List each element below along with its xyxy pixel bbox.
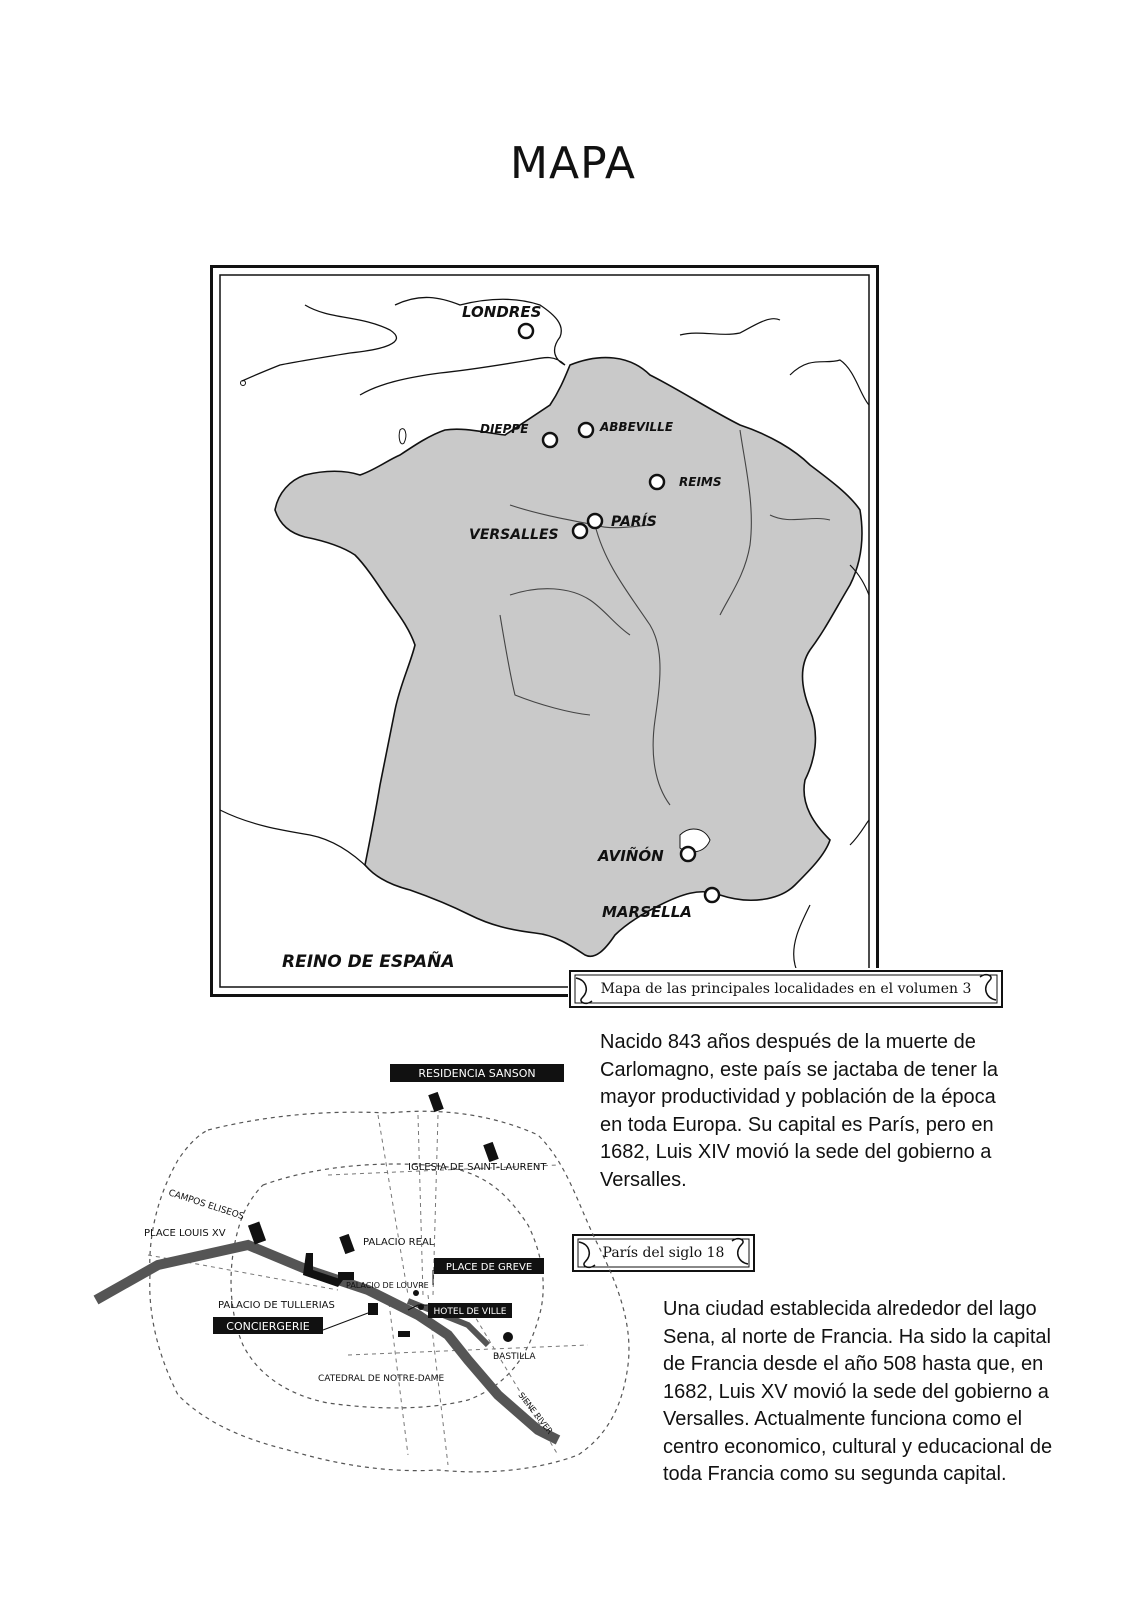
city-label: DIEPPE [480, 422, 529, 436]
city-marker [650, 475, 664, 489]
paris-description: Una ciudad establecida alrededor del lago Sena, al norte de Francia. Ha sido la capital de Francia desde el año 508 hasta que, en 1682, Luis XV movió la sede del gobierno a Versalles. Actualmente funciona como el centro economico, cultural y educacional de toda Francia como su segunda capital. [663, 1298, 1053, 1485]
page-title: MAPA [510, 138, 636, 189]
city-label: VERSALLES [469, 527, 559, 543]
label-bastilla: BASTILLA [493, 1352, 536, 1362]
france-map [210, 265, 879, 997]
label-place-louis: PLACE LOUIS XV [144, 1228, 226, 1239]
label-palacio-louvre: PALACIO DE LOUVRE [346, 1281, 429, 1290]
city-marker [573, 524, 587, 538]
city-marker [681, 847, 695, 861]
city-marker [543, 433, 557, 447]
label-residencia-sanson: RESIDENCIA SANSON [418, 1067, 536, 1080]
city-label: ABBEVILLE [600, 420, 674, 434]
city-label: LONDRES [462, 303, 542, 321]
paris-map-canvas [88, 1055, 668, 1485]
city-label: REIMS [679, 475, 722, 489]
caption-text: Mapa de las principales localidades en el volumen 3 [600, 981, 972, 997]
city-marker [579, 423, 593, 437]
france-map-caption [568, 968, 1004, 1010]
city-marker [705, 888, 719, 902]
label-place-de-greve: PLACE DE GREVE [445, 1262, 533, 1273]
label-campos-eliseos: CAMPOS ELISEOS [167, 1188, 246, 1223]
city-reims [650, 475, 722, 489]
label-palacio-tullerias: PALACIO DE TULLERIAS [218, 1300, 335, 1311]
city-label: MARSELLA [602, 903, 692, 921]
label-seine-river: SIENE RIVER [516, 1390, 555, 1436]
label-palacio-real: PALACIO REAL [363, 1237, 435, 1248]
city-paris [588, 513, 657, 530]
city-label: AVIÑÓN [598, 847, 664, 865]
caption-text: París del siglo 18 [602, 1245, 725, 1261]
label-iglesia: IGLESIA DE SAINT-LAURENT [408, 1162, 547, 1173]
city-label: PARÍS [611, 514, 657, 530]
region-label: REINO DE ESPAÑA [282, 952, 455, 972]
label-conciergerie: CONCIERGERIE [226, 1320, 310, 1333]
label-catedral: CATEDRAL DE NOTRE-DAME [318, 1374, 445, 1384]
label-hotel-de-ville: HOTEL DE VILLE [433, 1307, 507, 1317]
city-marker [519, 324, 533, 338]
france-description: Nacido 843 años después de la muerte de Carlomagno, este país se jactaba de tener la mayor productividad y población de la época en toda Europa. Su capital es París, pero en 1682, Luis XIV movió la sede del gobierno a Versalles. [600, 1031, 999, 1191]
paris-map [88, 1055, 668, 1485]
city-marker [588, 514, 602, 528]
france-map-canvas [210, 265, 879, 997]
